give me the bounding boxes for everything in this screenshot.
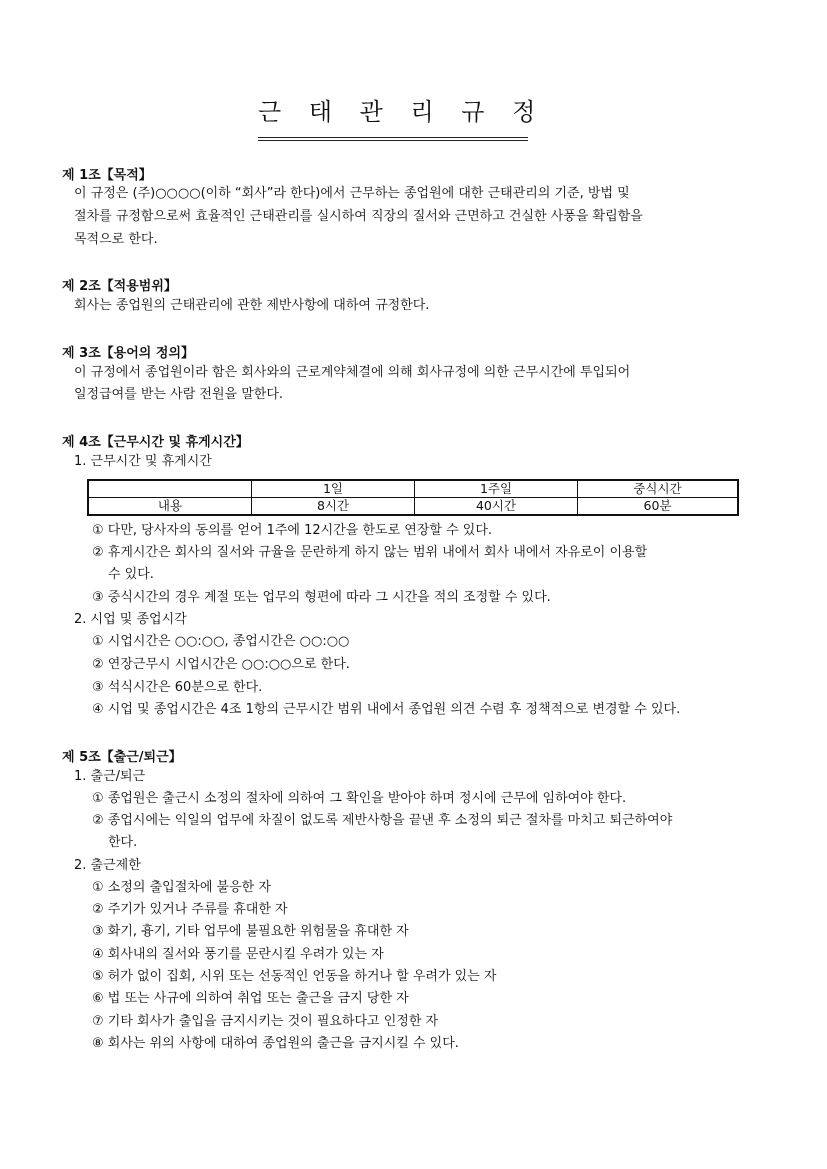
list-item: ⑥ 법 또는 사규에 의하여 취업 또는 출근을 금지 당한 자 (92, 991, 409, 1006)
list-item: ② 종업시에는 익일의 업무에 차질이 없도록 제반사항을 끝낸 후 소정의 퇴근 절차를 마치고 퇴근하여야 (92, 813, 673, 828)
article-3-heading: 제 3조【용어의 정의】 (62, 346, 195, 361)
list-item: ④ 회사내의 질서와 풍기를 문란시킬 우려가 있는 자 (92, 947, 384, 962)
article-4-heading: 제 4조【근무시간 및 휴게시간】 (62, 435, 249, 450)
title-underline (258, 137, 528, 141)
list-item: ⑤ 허가 없이 집회, 시위 또는 선동적인 언동을 하거나 할 우려가 있는 자 (92, 969, 497, 984)
list-item: ③ 중식시간의 경우 계절 또는 업무의 형편에 따라 그 시간을 적의 조정할 수 있다. (92, 590, 551, 605)
working-hours-table (87, 479, 739, 516)
article-4-subheading: 1. 근무시간 및 휴게시간 (74, 454, 212, 469)
table-row (88, 498, 738, 516)
list-item: ③ 화기, 흉기, 기타 업무에 불필요한 위험물을 휴대한 자 (92, 924, 409, 939)
list-item: ② 휴게시간은 회사의 질서와 규율을 문란하게 하지 않는 범위 내에서 회사 내에서 자유로이 이용할 (92, 545, 648, 560)
table-header-cell (88, 480, 252, 498)
list-item: ① 다만, 당사자의 동의를 얻어 1주에 12시간을 한도로 연장할 수 있다. (92, 523, 493, 538)
list-item: ⑦ 기타 회사가 출입을 금지시키는 것이 필요하다고 인정한 자 (92, 1014, 439, 1029)
article-3-line: 일정급여를 받는 사람 전원을 말한다. (74, 387, 284, 402)
article-5-heading: 제 5조【출근/퇴근】 (62, 750, 182, 765)
list-item-continuation: 한다. (108, 835, 138, 850)
title-block (258, 97, 546, 141)
article-1-heading: 제 1조【목적】 (62, 168, 152, 183)
article-2-heading: 제 2조【적용범위】 (62, 279, 177, 294)
article-2-line: 회사는 종업원의 근태관리에 관한 제반사항에 대하여 규정한다. (74, 298, 430, 313)
table-header-cell: 1일 (252, 480, 415, 498)
table-header-cell: 중식시간 (578, 480, 739, 498)
list-item: ③ 석식시간은 60분으로 한다. (92, 680, 263, 695)
list-item: ④ 시업 및 종업시간은 4조 1항의 근무시간 범위 내에서 종업원 의견 수렴 후 정책적으로 변경할 수 있다. (92, 702, 681, 717)
table-cell: 내용 (88, 498, 252, 516)
article-5-subheading: 1. 출근/퇴근 (74, 769, 146, 784)
list-item: ① 종업원은 출근시 소정의 절차에 의하여 그 확인을 받아야 하며 정시에 근무에 임하여야 한다. (92, 791, 627, 806)
article-1-line: 이 규정은 (주)○○○○(이하 “회사”라 한다)에서 근무하는 종업원에 대한 근태관리의 기준, 방법 및 (74, 186, 630, 201)
table-cell: 8시간 (252, 498, 415, 516)
table-cell: 60분 (578, 498, 739, 516)
article-4-subheading: 2. 시업 및 종업시각 (74, 612, 187, 627)
article-1-line: 목적으로 한다. (74, 232, 158, 247)
list-item: ② 주기가 있거나 주류를 휴대한 자 (92, 902, 288, 917)
list-item: ① 시업시간은 ○○:○○, 종업시간은 ○○:○○ (92, 634, 350, 649)
list-item: ⑧ 회사는 위의 사항에 대하여 종업원의 출근을 금지시킬 수 있다. (92, 1036, 459, 1051)
article-3-line: 이 규정에서 종업원이라 함은 회사와의 근로계약체결에 의해 회사규정에 의한 근무시간에 투입되어 (74, 365, 631, 380)
list-item: ② 연장근무시 시업시간은 ○○:○○으로 한다. (92, 657, 350, 672)
article-1-line: 절차를 규정함으로써 효율적인 근태관리를 실시하여 직장의 질서와 근면하고 건실한 사풍을 확립함을 (74, 209, 643, 224)
table-header-row (88, 480, 738, 498)
list-item: ① 소정의 출입절차에 불응한 자 (92, 880, 271, 895)
page-title: 근 태 관 리 규 정 (258, 98, 546, 126)
table-cell: 40시간 (415, 498, 578, 516)
article-5-subheading: 2. 출근제한 (74, 858, 141, 873)
list-item-continuation: 수 있다. (108, 567, 154, 582)
table-header-cell: 1주일 (415, 480, 578, 498)
